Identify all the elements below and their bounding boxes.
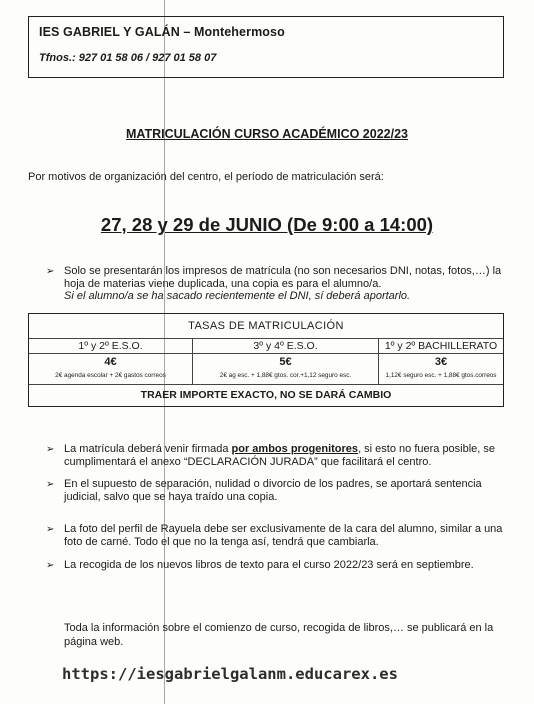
website-url: https://iesgabrielgalanm.educarex.es xyxy=(62,665,398,683)
enrollment-dates: 27, 28 y 29 de JUNIO (De 9:00 a 14:00) xyxy=(100,214,434,235)
arrow-bullet-icon: ➢ xyxy=(46,444,55,455)
fees-level-bachillerato: 1º y 2º BACHILLERATO xyxy=(384,340,498,352)
both-parents-emphasis: por ambos progenitores xyxy=(231,443,359,455)
fee-price: 4€ xyxy=(104,356,117,368)
fees-table xyxy=(28,313,504,407)
fee-detail: 1,12€ seguro esc. + 1,88€ gtos.correos xyxy=(385,372,497,379)
list-item xyxy=(46,478,506,503)
fees-header-row xyxy=(29,339,503,354)
fees-level-eso-3-4: 3º y 4º E.S.O. xyxy=(193,339,379,353)
fees-cell xyxy=(379,354,503,384)
intro-bullet-list xyxy=(46,265,506,303)
instructions-bullet-list xyxy=(46,443,506,592)
page-title: MATRICULACIÓN CURSO ACADÉMICO 2022/23 xyxy=(126,127,408,141)
arrow-bullet-icon: ➢ xyxy=(46,559,55,571)
arrow-bullet-icon: ➢ xyxy=(46,524,55,536)
school-header xyxy=(28,16,504,78)
list-item xyxy=(46,523,506,548)
documents-note: Solo se presentarán los impresos de matrícula (no son necesarios DNI, notas, fotos,…) la hoja de materias viene duplicada, una copia es para el alumno/a. xyxy=(64,265,502,290)
photo-note: La foto del perfil de Rayuela debe ser exclusivamente de la cara del alumno, similar a una foto de carné. Todo el que no la tenga así, tendrá que cambiarla. xyxy=(64,523,503,548)
exact-change-note: TRAER IMPORTE EXACTO, NO SE DARÁ CAMBIO xyxy=(29,384,503,406)
fees-level-eso-1-2: 1º y 2º E.S.O. xyxy=(29,339,193,353)
list-item xyxy=(46,559,506,573)
school-phones: Tfnos.: 927 01 58 06 / 927 01 58 07 xyxy=(39,52,217,64)
fee-detail: 2€ agenda escolar + 2€ gastos correos xyxy=(55,372,166,379)
list-item xyxy=(46,265,506,303)
fees-cell xyxy=(29,354,193,384)
list-item xyxy=(46,443,506,468)
closing-text: Toda la información sobre el comienzo de curso, recogida de libros,… se publicará en la página web. xyxy=(64,622,494,648)
fees-price-row xyxy=(29,354,503,384)
signature-note: La matrícula deberá venir firmada por ambos progenitores, si esto no fuera posible, se cumplimentará el anexo “DECLARACIÓN JURADA” que facilitará el centro. xyxy=(64,443,496,468)
arrow-bullet-icon: ➢ xyxy=(46,479,55,491)
fees-cell xyxy=(193,354,379,384)
fee-price: 3€ xyxy=(434,356,448,368)
intro-text: Por motivos de organización del centro, el período de matriculación será: xyxy=(28,171,384,183)
separation-note: En el supuesto de separación, nulidad o divorcio de los padres, se aportará sentencia judicial, salvo que se haya traído una copia. xyxy=(64,478,482,503)
fee-detail: 2€ ag esc. + 1,88€ gtos. cor.+1,12 seguro esc. xyxy=(219,372,352,379)
school-name: IES GABRIEL Y GALÁN – Montehermoso xyxy=(39,25,285,39)
fees-table-title: TASAS DE MATRICULACIÓN xyxy=(29,314,503,339)
fee-price: 5€ xyxy=(279,356,292,368)
dni-note: Si el alumno/a se ha sacado recientemente el DNI, sí deberá aportarlo. xyxy=(64,290,411,303)
books-note: La recogida de los nuevos libros de texto para el curso 2022/23 será en septiembre. xyxy=(64,558,474,571)
arrow-bullet-icon: ➢ xyxy=(46,266,55,277)
